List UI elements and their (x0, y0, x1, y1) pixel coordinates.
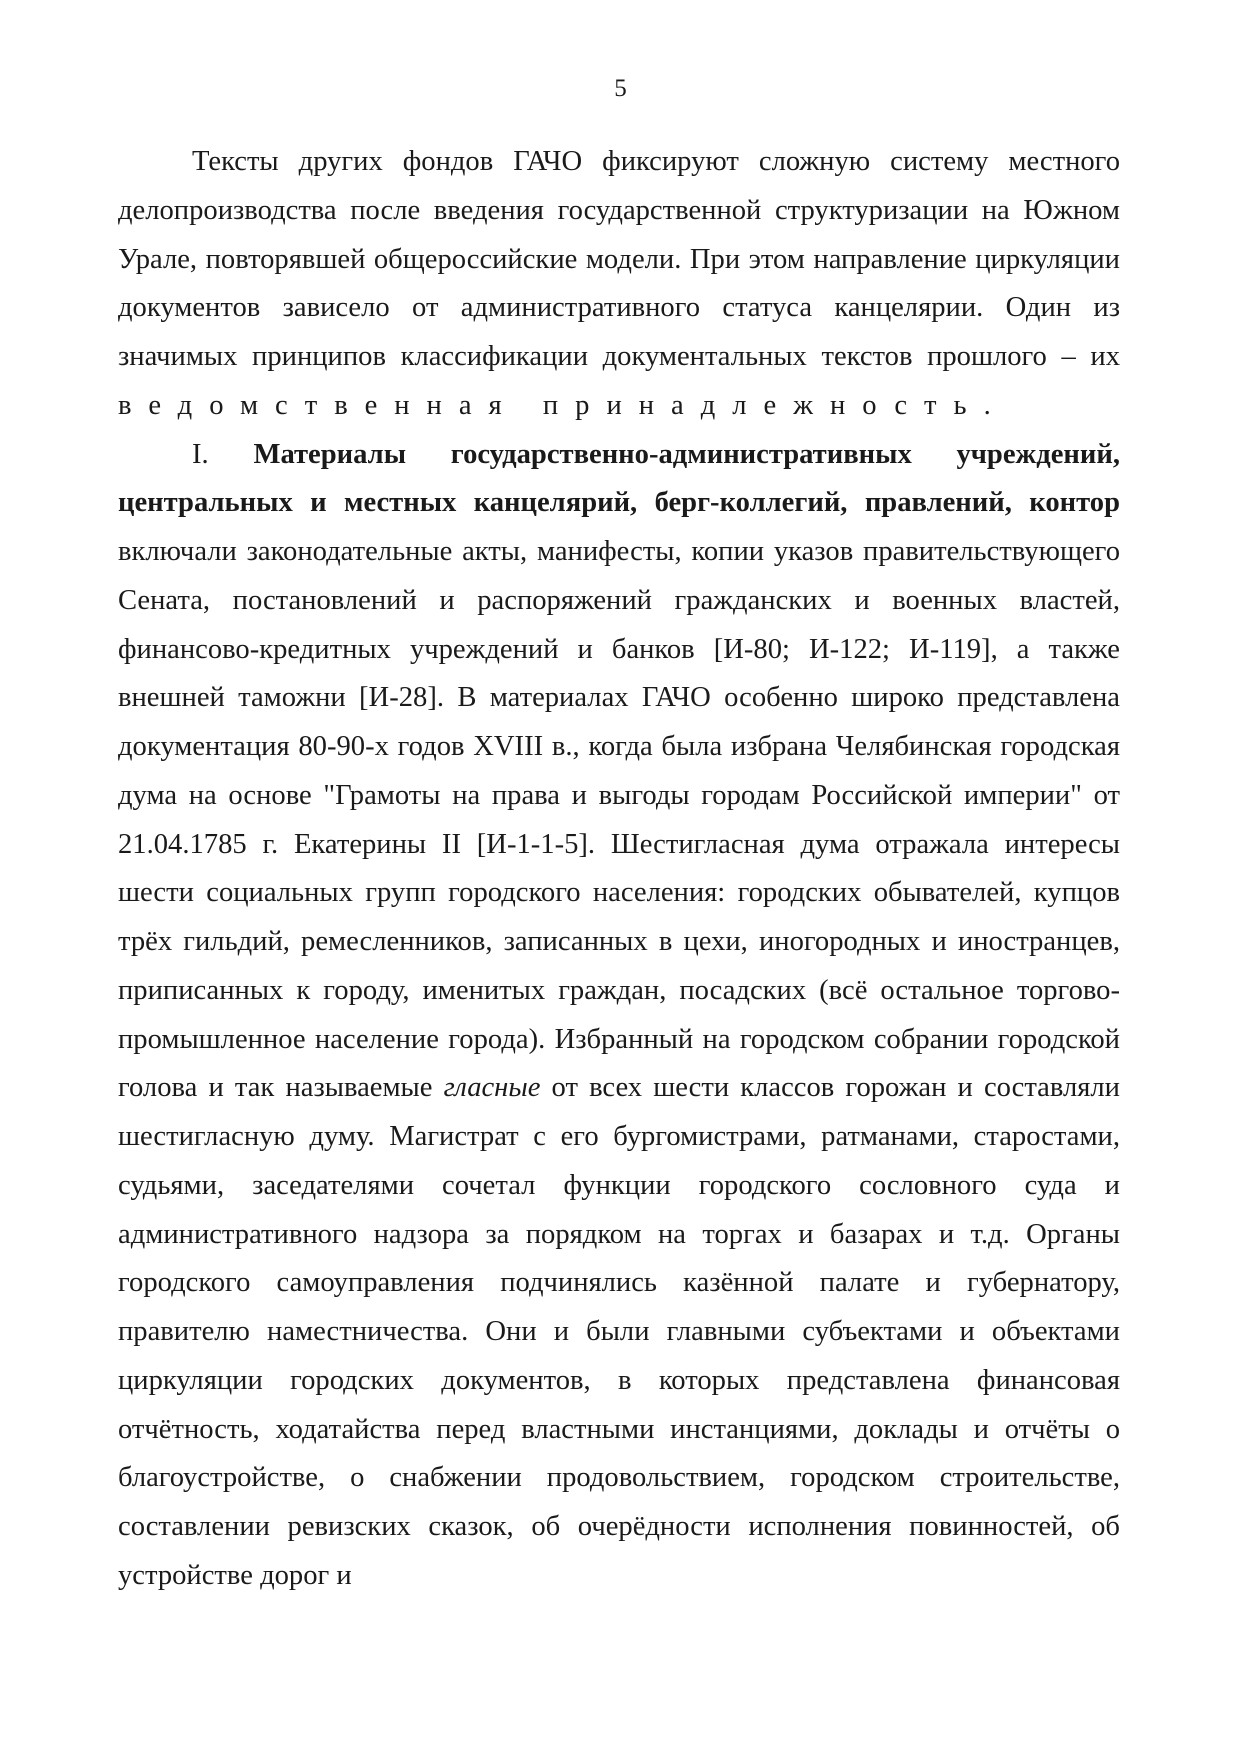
page-number: 5 (614, 75, 627, 102)
section-heading: Материалы государственно-административных учреждений, центральных и местных канцелярий, берг-коллегий, правлений, контор (118, 438, 1120, 519)
paragraph-intro-end: . (983, 389, 991, 421)
section-text-part-1: включали законодательные акты, манифесты, копии указов правительствующего Сената, постановлений и распоряжений гражданских и военных властей, финансово-кредитных учреждений и банков [И-80; И-122; И-119], а также внешней таможни [И-28]. В материалах ГАЧО особенно широко представлена документация 80-90-х годов XVIII в., когда была избрана Челябинская городская дума на основе "Грамоты на права и выгоды городам Российской империи" от 21.04.1785 г. Екатерины II [И-1-1-5]. Шестигласная дума отражала интересы шести социальных групп городского населения: городских обывателей, купцов трёх гильдий, ремесленников, записанных в цехи, иногородных и иностранцев, приписанных к городу, именитых граждан, посадских (всё остальное торгово-промышленное население города). Избранный на городском собрании городской голова и так называемые (118, 536, 1120, 1104)
page-body (118, 138, 1120, 1601)
paragraph-intro (118, 138, 1120, 431)
paragraph-section-one (118, 431, 1120, 1601)
section-text-part-2: от всех шести классов горожан и составляли шестигласную думу. Магистрат с его бургомистрами, ратманами, старостами, судьями, заседателями сочетал функции городского сословного суда и административного надзора за порядком на торгах и базарах и т.д. Органы городского самоуправления подчинялись казённой палате и губернатору, правителю наместничества. Они и были главными субъектами и объектами циркуляции городских документов, в которых представлена финансовая отчётность, ходатайства перед властными инстанциями, доклады и отчёты о благоустройстве, о снабжении продовольствием, городском строительстве, составлении ревизских сказок, об очерёдности исполнения повинностей, об устройстве дорог и (118, 1072, 1120, 1591)
paragraph-intro-text: Тексты других фондов ГАЧО фиксируют сложную систему местного делопроизводства после введения государственной структуризации на Южном Урале, повторявшей общероссийские модели. При этом направление циркуляции документов зависело от административного статуса канцелярии. Один из значимых принципов классификации документальных текстов прошлого – их (118, 146, 1120, 372)
italic-term: гласные (443, 1072, 541, 1104)
section-numeral: I. (192, 438, 254, 470)
spaced-emphasis: ведомственная принадлежность (118, 389, 984, 421)
